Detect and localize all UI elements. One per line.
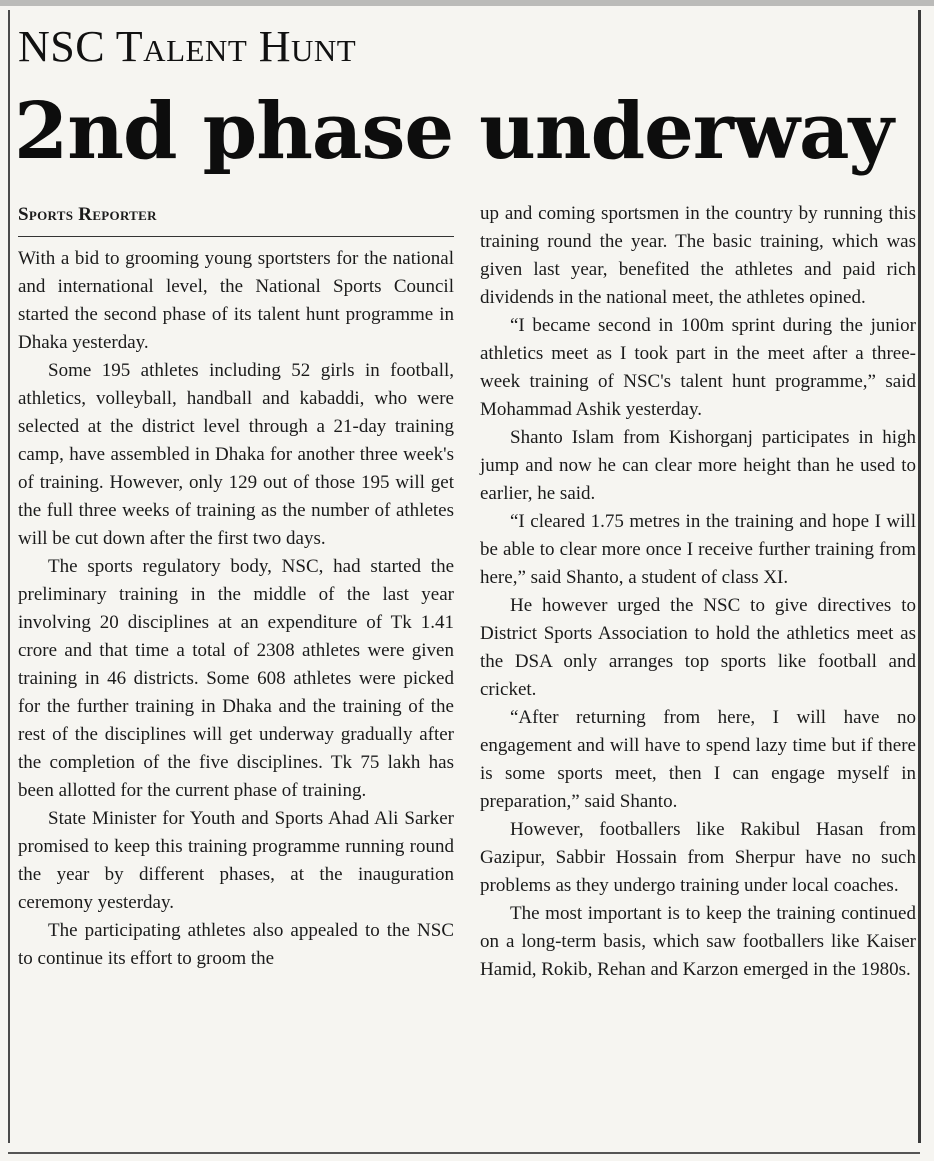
article-paragraph: “I cleared 1.75 metres in the training and hope I will be able to clear more once I receive further training from here,” said Shanto, a student of class XI.	[480, 511, 916, 588]
article-paragraph: He however urged the NSC to give directives to District Sports Association to hold the athletics meet as the DSA only arranges top sports like football and cricket.	[480, 595, 916, 700]
article-paragraph: up and coming sportsmen in the country by running this training round the year. The basic training, which was given last year, benefited the athletes and paid rich dividends in the national meet, the athletes opined.	[480, 203, 916, 308]
article-headline: 2nd phase underway	[14, 86, 893, 177]
article-column-left	[18, 200, 454, 973]
article-paragraph: Some 195 athletes including 52 girls in football, athletics, volleyball, handball and kabaddi, who were selected at the district level through a 21-day training camp, have assembled in Dhaka for another three week's of training. However, only 129 out of those 195 will get the full three weeks of training as the number of athletes will be cut down after the first two days.	[18, 360, 454, 549]
article-byline: Sports Reporter	[18, 200, 454, 237]
article-column-right	[480, 200, 916, 984]
article-kicker: NSC Talent Hunt	[18, 22, 357, 71]
bottom-rule	[8, 1152, 920, 1154]
article-paragraph: With a bid to grooming young sportsters for the national and international level, the National Sports Council started the second phase of its talent hunt programme in Dhaka yesterday.	[18, 248, 454, 353]
article-paragraph: “After returning from here, I will have no engagement and will have to spend lazy time but if there is some sports meet, then I can engage myself in preparation,” said Shanto.	[480, 707, 916, 812]
article-paragraph: “I became second in 100m sprint during the junior athletics meet as I took part in the meet after a three-week training of NSC's talent hunt programme,” said Mohammad Ashik yesterday.	[480, 315, 916, 420]
article-paragraph: The participating athletes also appealed to the NSC to continue its effort to groom the	[18, 920, 454, 969]
clipping-top-edge	[0, 0, 934, 6]
article-paragraph: Shanto Islam from Kishorganj participates in high jump and now he can clear more height than he used to earlier, he said.	[480, 427, 916, 504]
article-paragraph: The most important is to keep the training continued on a long-term basis, which saw footballers like Kaiser Hamid, Rokib, Rehan and Karzon emerged in the 1980s.	[480, 903, 916, 980]
article-paragraph: The sports regulatory body, NSC, had started the preliminary training in the middle of the last year involving 20 disciplines at an expenditure of Tk 1.41 crore and that time a total of 2308 athletes were given training in 46 districts. Some 608 athletes were picked for the further training in Dhaka and the training of the rest of the disciplines will get underway gradually after the completion of the five disciplines. Tk 75 lakh has been allotted for the current phase of training.	[18, 556, 454, 801]
article-paragraph: However, footballers like Rakibul Hasan from Gazipur, Sabbir Hossain from Sherpur have no such problems as they undergo training under local coaches.	[480, 819, 916, 896]
article-paragraph: State Minister for Youth and Sports Ahad Ali Sarker promised to keep this training programme running round the year by different phases, at the inauguration ceremony yesterday.	[18, 808, 454, 913]
